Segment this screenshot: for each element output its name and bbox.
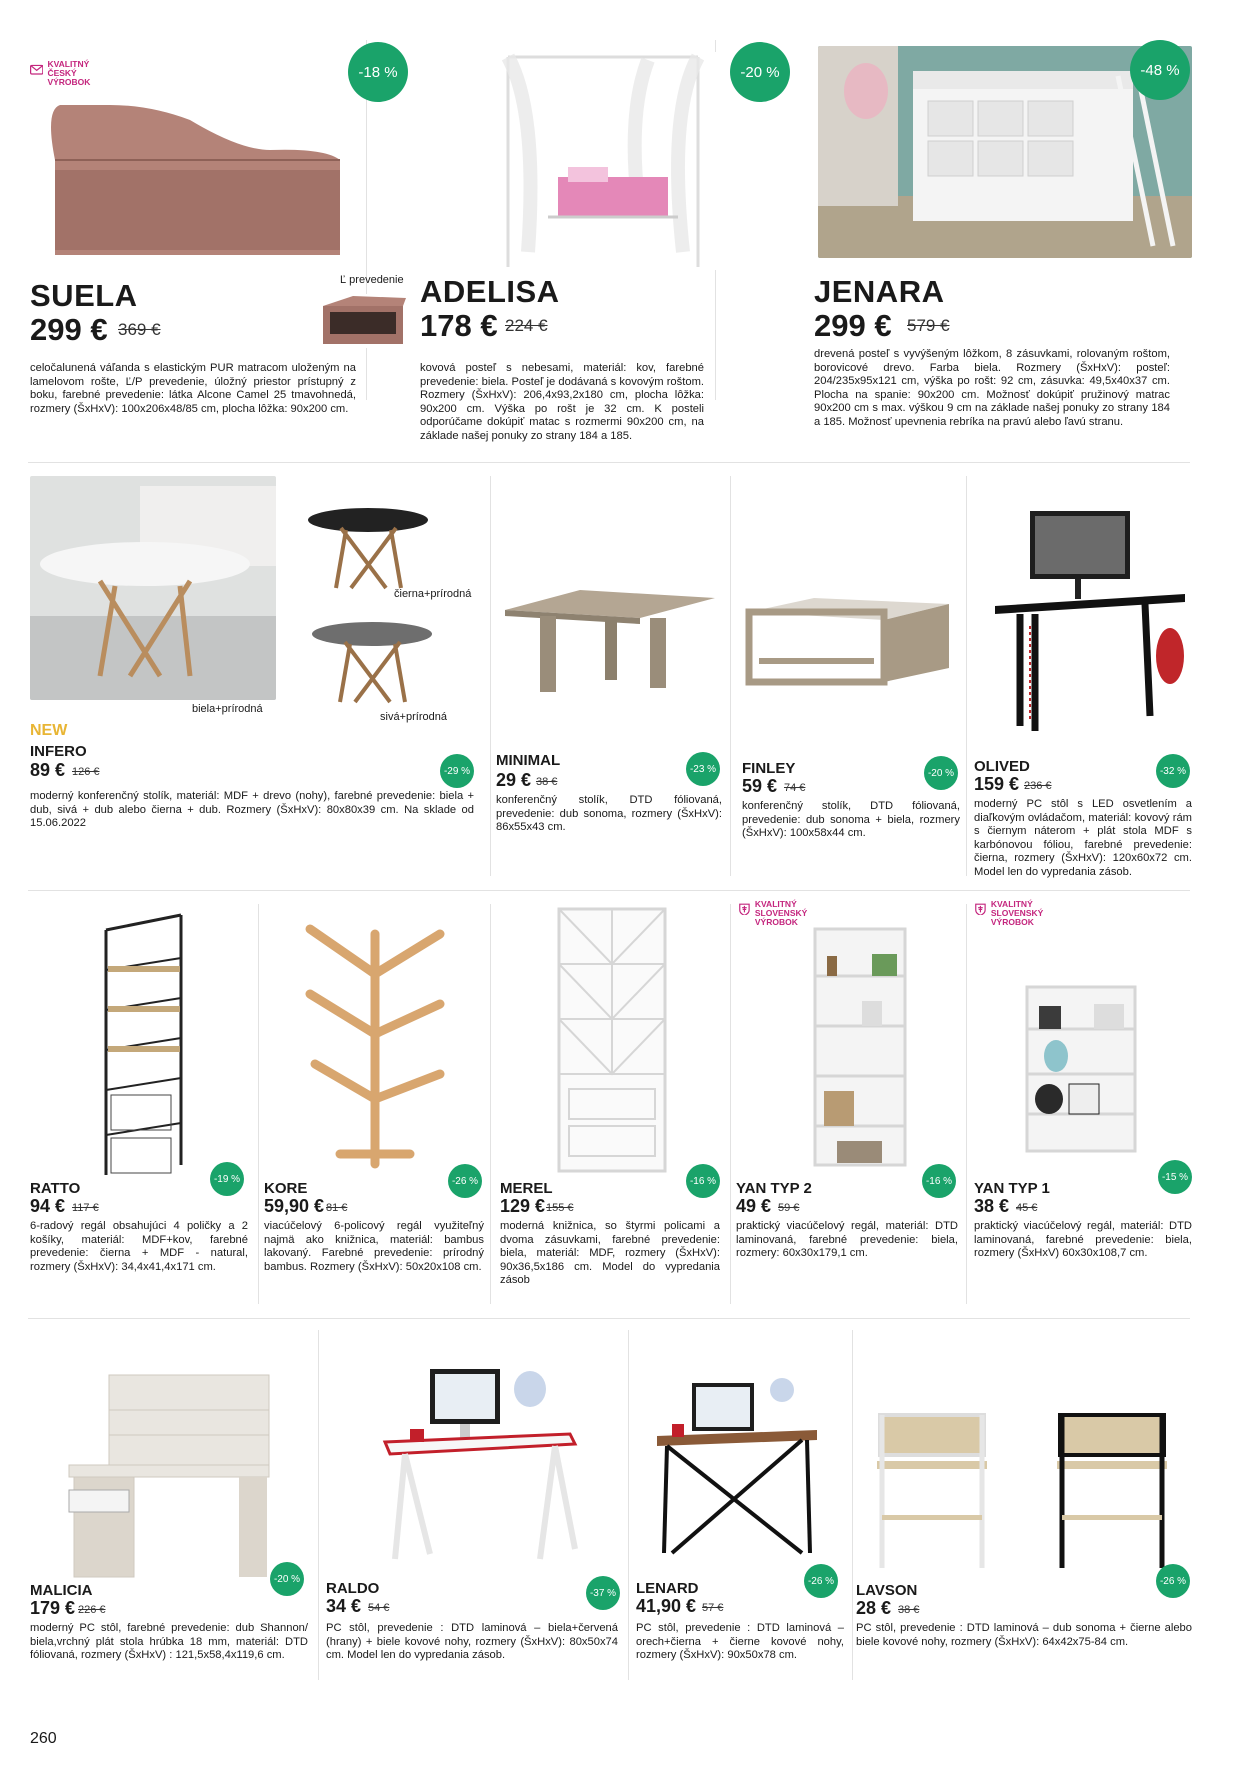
- product-price: 89 €: [30, 760, 66, 780]
- product-name: MINIMAL: [496, 752, 561, 769]
- product-price: 59 €: [742, 776, 778, 796]
- divider: [28, 462, 1190, 463]
- divider: [28, 890, 1190, 891]
- discount-badge: -29 %: [440, 754, 474, 788]
- old-price: 38 €: [898, 1604, 920, 1616]
- product-name: SUELA: [30, 278, 138, 313]
- product-image-raldo: [380, 1364, 580, 1564]
- product-image-suela: [40, 100, 352, 260]
- page-number: 260: [30, 1730, 57, 1747]
- product-price: 129 €: [500, 1196, 546, 1216]
- old-price: 57 €: [702, 1602, 724, 1614]
- variant-caption: Ľ prevedenie: [340, 274, 404, 286]
- product-image-finley: [744, 590, 954, 690]
- product-price: 159 €: [974, 774, 1020, 794]
- product-image-yan-typ-2: [812, 926, 908, 1168]
- old-price: 224 €: [505, 316, 548, 335]
- product-description: konferenčný stolík, DTD fóliovaná, prevedenie: dub sonoma + biela, rozmery (ŠxHxV): 100x58x44 cm.: [742, 800, 960, 840]
- variant-image: [310, 614, 434, 704]
- product-price: 179 €: [30, 1598, 76, 1618]
- product-price: 41,90 €: [636, 1596, 697, 1616]
- discount-badge: -19 %: [210, 1162, 244, 1196]
- product-image-lenard: [652, 1378, 822, 1558]
- discount-badge: -23 %: [686, 752, 720, 786]
- divider: [490, 904, 491, 1304]
- divider: [730, 904, 731, 1304]
- product-price: 299 €: [30, 312, 108, 347]
- product-description: 6-radový regál obsahujúci 4 poličky a 2 košíky, materiál: MDF+kov, farebné prevedenie: čierna + MDF - natural, rozmery (ŠxHxV): 34,4x41,4x171 cm.: [30, 1220, 248, 1273]
- divider: [852, 1330, 853, 1680]
- divider: [966, 476, 967, 876]
- old-price: 236 €: [1024, 780, 1052, 792]
- product-image-adelisa: [488, 52, 724, 270]
- product-description: moderný PC stôl, farebné prevedenie: dub Shannon/ biela,vrchný plát stola hrúbka 18 mm, materiál: DTD fóliovaná, rozmery (ŠxHxV) : 121,5x58,4x119,6 cm.: [30, 1622, 308, 1662]
- old-price: 74 €: [784, 782, 806, 794]
- product-name: MEREL: [500, 1180, 553, 1197]
- old-price: 155 €: [546, 1202, 574, 1214]
- discount-badge: -15 %: [1158, 1160, 1192, 1194]
- variant-caption: sivá+prírodná: [380, 711, 447, 723]
- old-price: 81 €: [326, 1202, 348, 1214]
- product-image-lavson-white: [872, 1410, 992, 1570]
- product-image-lavson-black: [1052, 1410, 1172, 1570]
- product-name: YAN TYP 2: [736, 1180, 812, 1197]
- product-description: PC stôl, prevedenie : DTD laminová – dub sonoma + čierne alebo biele kovové nohy, rozmery (ŠxHxV): 64x42x75-84 cm.: [856, 1622, 1192, 1648]
- divider: [490, 476, 491, 876]
- product-description: PC stôl, prevedenie : DTD laminová – biela+červená (hrany) + biele kovové nohy, rozmery (ŠxHxV): 80x50x74 cm. Model len do vypredania zásob.: [326, 1622, 618, 1662]
- product-description: moderný konferenčný stolík, materiál: MDF + drevo (nohy), farebné prevedenie: biela + dub, sivá + dub alebo čierna + dub. Rozmery (ŠxHxV): 80x80x39 cm. Na sklade od 15.06.2022: [30, 790, 474, 830]
- product-price: 38 €: [974, 1196, 1010, 1216]
- product-name: MALICIA: [30, 1582, 93, 1599]
- old-price: 226 €: [78, 1604, 106, 1616]
- product-price: 94 €: [30, 1196, 66, 1216]
- product-name: YAN TYP 1: [974, 1180, 1050, 1197]
- discount-badge: -16 %: [686, 1164, 720, 1198]
- old-price: 45 €: [1016, 1202, 1038, 1214]
- quality-label-sk: KVALITNÝ SLOVENSKÝ VÝROBOK: [974, 900, 1074, 927]
- shield-icon: [974, 903, 987, 925]
- product-name: ADELISA: [420, 274, 560, 309]
- variant-image: [306, 500, 430, 590]
- product-description: PC stôl, prevedenie : DTD laminová – orech+čierna + čierne kovové nohy, rozmery (ŠxHxV): 90x50x78 cm.: [636, 1622, 844, 1662]
- product-name: KORE: [264, 1180, 308, 1197]
- divider: [28, 1318, 1190, 1319]
- flag-icon: [30, 63, 43, 85]
- discount-badge: -26 %: [804, 1564, 838, 1598]
- product-price: 29 €: [496, 770, 532, 790]
- product-description: kovová posteľ s nebesami, materiál: kov, farebné prevedenie: biela. Posteľ je dodávaná s kovovým roštom. Rozmery (ŠxHxV): 206,4x93,2x180 cm, plocha lôžka: 90x200 cm. Výška po rošt je 32 cm. K posteli odporúčame dokúpiť matac s rozmermi 90x200 cm, na základe našej ponuky zo strany 184 a 185.: [420, 362, 704, 442]
- product-image-yan-typ-1: [1024, 984, 1138, 1154]
- product-image-merel: [554, 904, 670, 1176]
- product-description: moderná knižnica, so štyrmi policami a dvoma zásuvkami, farebné prevedenie: biela, materiál: MDF, rozmery (ŠxHxV): 90x36,5x186 cm. Model do vypredania zásob: [500, 1220, 720, 1287]
- product-image-minimal: [500, 580, 722, 696]
- old-price: 54 €: [368, 1602, 390, 1614]
- old-price: 59 €: [778, 1202, 800, 1214]
- discount-badge: -32 %: [1156, 754, 1190, 788]
- product-description: celočalunená váľanda s elastickým PUR matracom uloženým na lamelovom rošte, Ľ/P prevedenie, úložný priestor prístupný z boku, farebné prevedenie: látka Alcone Camel 25 tmavohnedá, rozmery (ŠxHxV): 100x206x48/85 cm, plocha lôžka: 90x200 cm.: [30, 362, 356, 415]
- product-description: drevená posteľ s vyvýšeným lôžkom, 8 zásuvkami, rolovaným roštom, borovicové drevo. Farba biela. Rozmery (ŠxHxV): posteľ: 204/235x95x121 cm, výška po rošt: 92 cm, zásuvka: 49,5x40x37 cm. Plocha na spanie: 90x200 cm. Možnosť dokúpiť pružinový matrac 90x200 cm s max. výškou 9 cm na základe našej ponuky zo strany 184 a 185. Možnosť upevnenia rebríka na pravú alebo ľavú stranu.: [814, 348, 1170, 428]
- variant-caption: čierna+prírodná: [394, 588, 472, 600]
- product-description: praktický viacúčelový regál, materiál: DTD laminovaná, farebné prevedenie: biela, rozmery (ŠxHxV) 60x30x108,7 cm.: [974, 1220, 1192, 1260]
- old-price: 579 €: [907, 316, 950, 335]
- product-name: INFERO: [30, 743, 87, 760]
- divider: [628, 1330, 629, 1680]
- variant-caption: biela+prírodná: [192, 703, 263, 715]
- quality-label-cz: KVALITNÝ ČESKÝ VÝROBOK: [30, 60, 120, 87]
- product-name: RATTO: [30, 1180, 81, 1197]
- product-price: 59,90 €: [264, 1196, 325, 1216]
- discount-badge: -37 %: [586, 1576, 620, 1610]
- product-price: 178 €: [420, 308, 498, 343]
- discount-badge: -26 %: [448, 1164, 482, 1198]
- product-image-kore: [300, 914, 450, 1176]
- product-description: praktický viacúčelový regál, materiál: DTD laminovaná, farebné prevedenie: biela, rozmery: 60x30x179,1 cm.: [736, 1220, 958, 1260]
- quality-label-sk: KVALITNÝ SLOVENSKÝ VÝROBOK: [738, 900, 838, 927]
- product-description: moderný PC stôl s LED osvetlením a diaľkovým ovládačom, materiál: kovový rám s čiernym náterom + plát stola MDF s karbónovou fóliou, farebné prevedenie: čierna, rozmery (ŠxHxV): 120x60x72 cm. Model len do vypredania zásob.: [974, 798, 1192, 878]
- product-price: 34 €: [326, 1596, 362, 1616]
- product-description: viacúčelový 6-policový regál využiteľný najmä ako knižnica, materiál: bambus lakovaný. Farebné prevedenie: prírodný bambus. Rozmery (ŠxHxV): 50x20x108 cm.: [264, 1220, 484, 1273]
- shield-icon: [738, 903, 751, 925]
- discount-badge: -20 %: [730, 42, 790, 102]
- old-price: 369 €: [118, 320, 161, 339]
- old-price: 38 €: [536, 776, 558, 788]
- product-price: 49 €: [736, 1196, 772, 1216]
- old-price: 117 €: [72, 1202, 99, 1214]
- product-name: LAVSON: [856, 1582, 918, 1599]
- discount-badge: -20 %: [924, 756, 958, 790]
- old-price: 126 €: [72, 766, 100, 778]
- product-name: FINLEY: [742, 760, 796, 777]
- divider: [966, 904, 967, 1304]
- new-label: NEW: [30, 722, 68, 739]
- product-price: 28 €: [856, 1598, 892, 1618]
- product-price: 299 €: [814, 308, 892, 343]
- discount-badge: -26 %: [1156, 1564, 1190, 1598]
- divider: [318, 1330, 319, 1680]
- discount-badge: -20 %: [270, 1562, 304, 1596]
- product-description: konferenčný stolík, DTD fóliovaná, prevedenie: dub sonoma, rozmery (ŠxHxV): 86x55x43 cm.: [496, 794, 722, 834]
- product-name: LENARD: [636, 1580, 699, 1597]
- product-image-olived: [990, 506, 1190, 742]
- divider: [730, 476, 731, 876]
- product-image-ratto: [86, 910, 196, 1180]
- product-name: OLIVED: [974, 758, 1030, 775]
- divider: [258, 904, 259, 1304]
- product-name: RALDO: [326, 1580, 380, 1597]
- product-image-malicia: [64, 1370, 274, 1580]
- product-name: JENARA: [814, 274, 945, 309]
- discount-badge: -18 %: [348, 42, 408, 102]
- discount-badge: -48 %: [1130, 40, 1190, 100]
- variant-image: [318, 294, 408, 348]
- discount-badge: -16 %: [922, 1164, 956, 1198]
- product-image-infero: [30, 476, 276, 700]
